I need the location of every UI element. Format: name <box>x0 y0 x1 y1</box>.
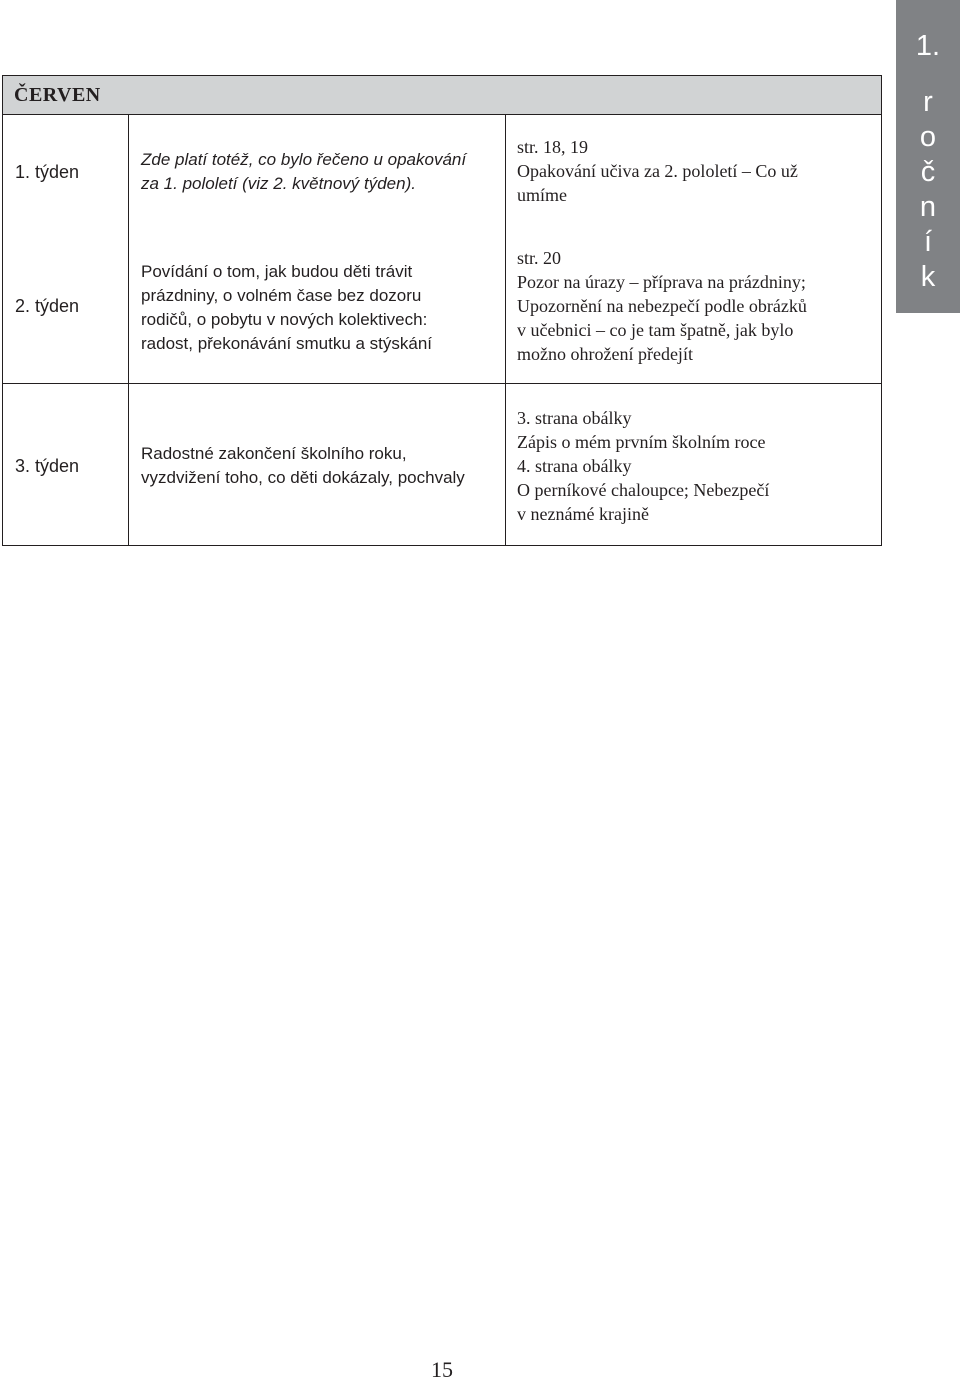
pages-line: Zápis o mém prvním školním roce <box>517 432 766 452</box>
month-header-row <box>3 76 881 115</box>
grade-letter: r <box>923 86 933 118</box>
activity-line: prázdniny, o volném čase bez dozoru <box>141 286 422 305</box>
week-label: 1. týden <box>15 162 80 182</box>
pages-line: možno ohrožení předejít <box>517 344 693 364</box>
pages-line: 4. strana obálky <box>517 456 632 476</box>
page-number: 15 <box>431 1357 453 1382</box>
grade-letter: k <box>920 261 936 293</box>
activity-line: Zde platí totéž, co bylo řečeno u opakování <box>141 150 467 169</box>
pages-line: str. 18, 19 <box>517 137 589 157</box>
pages-cell <box>517 406 769 526</box>
pages-line: umíme <box>517 185 567 205</box>
row-divider <box>3 383 881 384</box>
activity-line: Povídání o tom, jak budou děti trávit <box>141 262 413 281</box>
pages-line: 3. strana obálky <box>517 408 632 428</box>
pages-cell <box>517 246 807 366</box>
activity-line: Radostné zakončení školního roku, <box>141 444 407 463</box>
pages-line: v neznámé krajině <box>517 504 649 524</box>
column-divider <box>128 115 129 545</box>
week-label: 2. týden <box>15 296 80 316</box>
pages-line: str. 20 <box>517 248 562 268</box>
pages-cell <box>517 135 798 207</box>
activity-cell <box>141 148 466 196</box>
activity-line: rodičů, o pobytu v nových kolektivech: <box>141 310 428 329</box>
grade-side-tab <box>896 0 960 313</box>
pages-line: Opakování učiva za 2. pololetí – Co už <box>517 161 798 181</box>
pages-line: Pozor na úrazy – příprava na prázdniny; <box>517 272 806 292</box>
activity-line: za 1. pololetí (viz 2. květnový týden). <box>141 174 416 193</box>
grade-number: 1. <box>915 30 941 62</box>
pages-line: v učebnici – co je tam špatně, jak bylo <box>517 320 794 340</box>
column-divider <box>505 115 506 545</box>
grade-word-vertical <box>896 85 960 295</box>
plan-table <box>2 75 882 546</box>
activity-line: radost, překonávání smutku a stýskání <box>141 334 433 353</box>
grade-letter: í <box>923 226 933 258</box>
grade-letter: o <box>919 121 937 153</box>
grade-letter: č <box>920 156 936 188</box>
grade-letter: n <box>919 191 937 223</box>
month-title: ČERVEN <box>14 84 101 106</box>
pages-line: Upozornění na nebezpečí podle obrázků <box>517 296 807 316</box>
week-label: 3. týden <box>15 456 80 476</box>
activity-line: vyzdvižení toho, co děti dokázaly, pochvaly <box>141 468 465 487</box>
activity-cell <box>141 442 465 490</box>
pages-line: O perníkové chaloupce; Nebezpečí <box>517 480 770 500</box>
activity-cell <box>141 260 432 356</box>
